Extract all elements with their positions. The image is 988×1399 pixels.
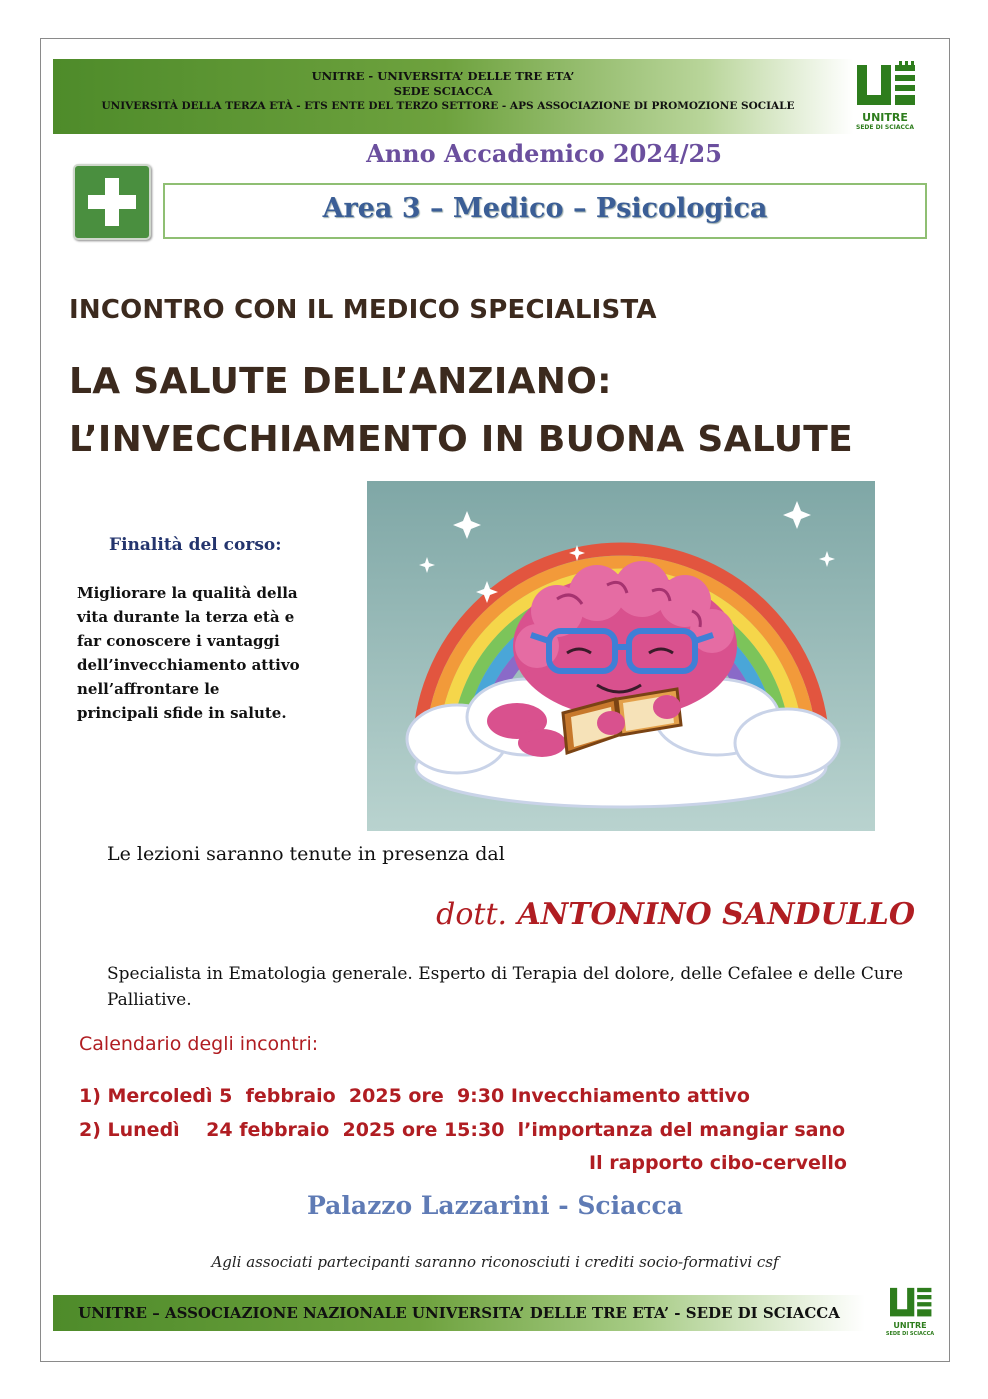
area-box: [163, 183, 927, 239]
goal-line: far conoscere i vantaggi: [77, 632, 280, 650]
goal-line: Migliorare la qualità della: [77, 584, 298, 602]
header-line-1: UNITRE - UNIVERSITA’ DELLE TRE ETA’: [311, 69, 575, 83]
goal-line: nell’affrontare le: [77, 680, 220, 698]
logo-subtext: SEDE DI SCIACCA: [885, 1331, 935, 1337]
goal-line: dell’invecchiamento attivo: [77, 656, 300, 674]
calendar-event-2-subtitle: Il rapporto cibo-cervello: [589, 1152, 847, 1174]
goal-line: vita durante la terza età e: [77, 608, 295, 626]
credits-note: Agli associati partecipanti saranno riconosciuti i crediti socio-formativi csf: [211, 1253, 779, 1271]
doctor-prefix: dott.: [436, 897, 508, 932]
course-goal-text: [77, 581, 337, 725]
footer-banner: [53, 1295, 865, 1331]
logo-subtext: SEDE DI SCIACCA: [856, 124, 914, 131]
kicker-text: INCONTRO CON IL MEDICO SPECIALISTA: [69, 295, 657, 325]
unitre-logo-icon: [849, 61, 921, 117]
brain-reading-illustration: [367, 481, 875, 831]
first-aid-cross-icon: [73, 164, 151, 240]
doctor-name: [436, 897, 915, 932]
course-goal-heading: Finalità del corso:: [109, 535, 282, 555]
venue: Palazzo Lazzarini - Sciacca: [307, 1191, 683, 1220]
title-line-1: LA SALUTE DELL’ANZIANO:: [69, 361, 612, 402]
lessons-intro: Le lezioni saranno tenute in presenza dal: [107, 843, 505, 865]
academic-year: Anno Accademico 2024/25: [366, 139, 722, 168]
calendar-heading: Calendario degli incontri:: [79, 1033, 319, 1055]
area-title: Area 3 – Medico – Psicologica: [322, 193, 768, 224]
calendar-event-2: 2) Lunedì 24 febbraio 2025 ore 15:30 l’importanza del mangiar sano: [79, 1119, 846, 1141]
poster: [40, 38, 950, 1362]
specialization: Specialista in Ematologia generale. Esperto di Terapia del dolore, delle Cefalee e delle Cure Palliative.: [107, 964, 904, 1010]
calendar-event-1: 1) Mercoledì 5 febbraio 2025 ore 9:30 Invecchiamento attivo: [79, 1085, 750, 1107]
footer-text: UNITRE – ASSOCIAZIONE NAZIONALE UNIVERSITA’ DELLE TRE ETA’ - SEDE DI SCIACCA: [78, 1304, 840, 1322]
header-line-3: UNIVERSITÀ DELLA TERZA ETÀ - ETS ENTE DEL TERZO SETTORE - APS ASSOCIAZIONE DI PROMOZIONE SOCIALE: [101, 100, 795, 112]
goal-line: principali sfide in salute.: [77, 704, 287, 722]
logo-text: UNITRE: [862, 111, 908, 124]
logo-text: UNITRE: [893, 1321, 927, 1330]
unitre-logo-top: [849, 61, 921, 135]
header-banner: [53, 59, 923, 134]
unitre-logo-icon: [883, 1285, 937, 1325]
title-line-2: L’INVECCHIAMENTO IN BUONA SALUTE: [69, 419, 854, 460]
doctor-fullname: ANTONINO SANDULLO: [517, 897, 915, 932]
header-line-2: SEDE SCIACCA: [393, 84, 493, 98]
unitre-logo-bottom: [883, 1285, 937, 1339]
